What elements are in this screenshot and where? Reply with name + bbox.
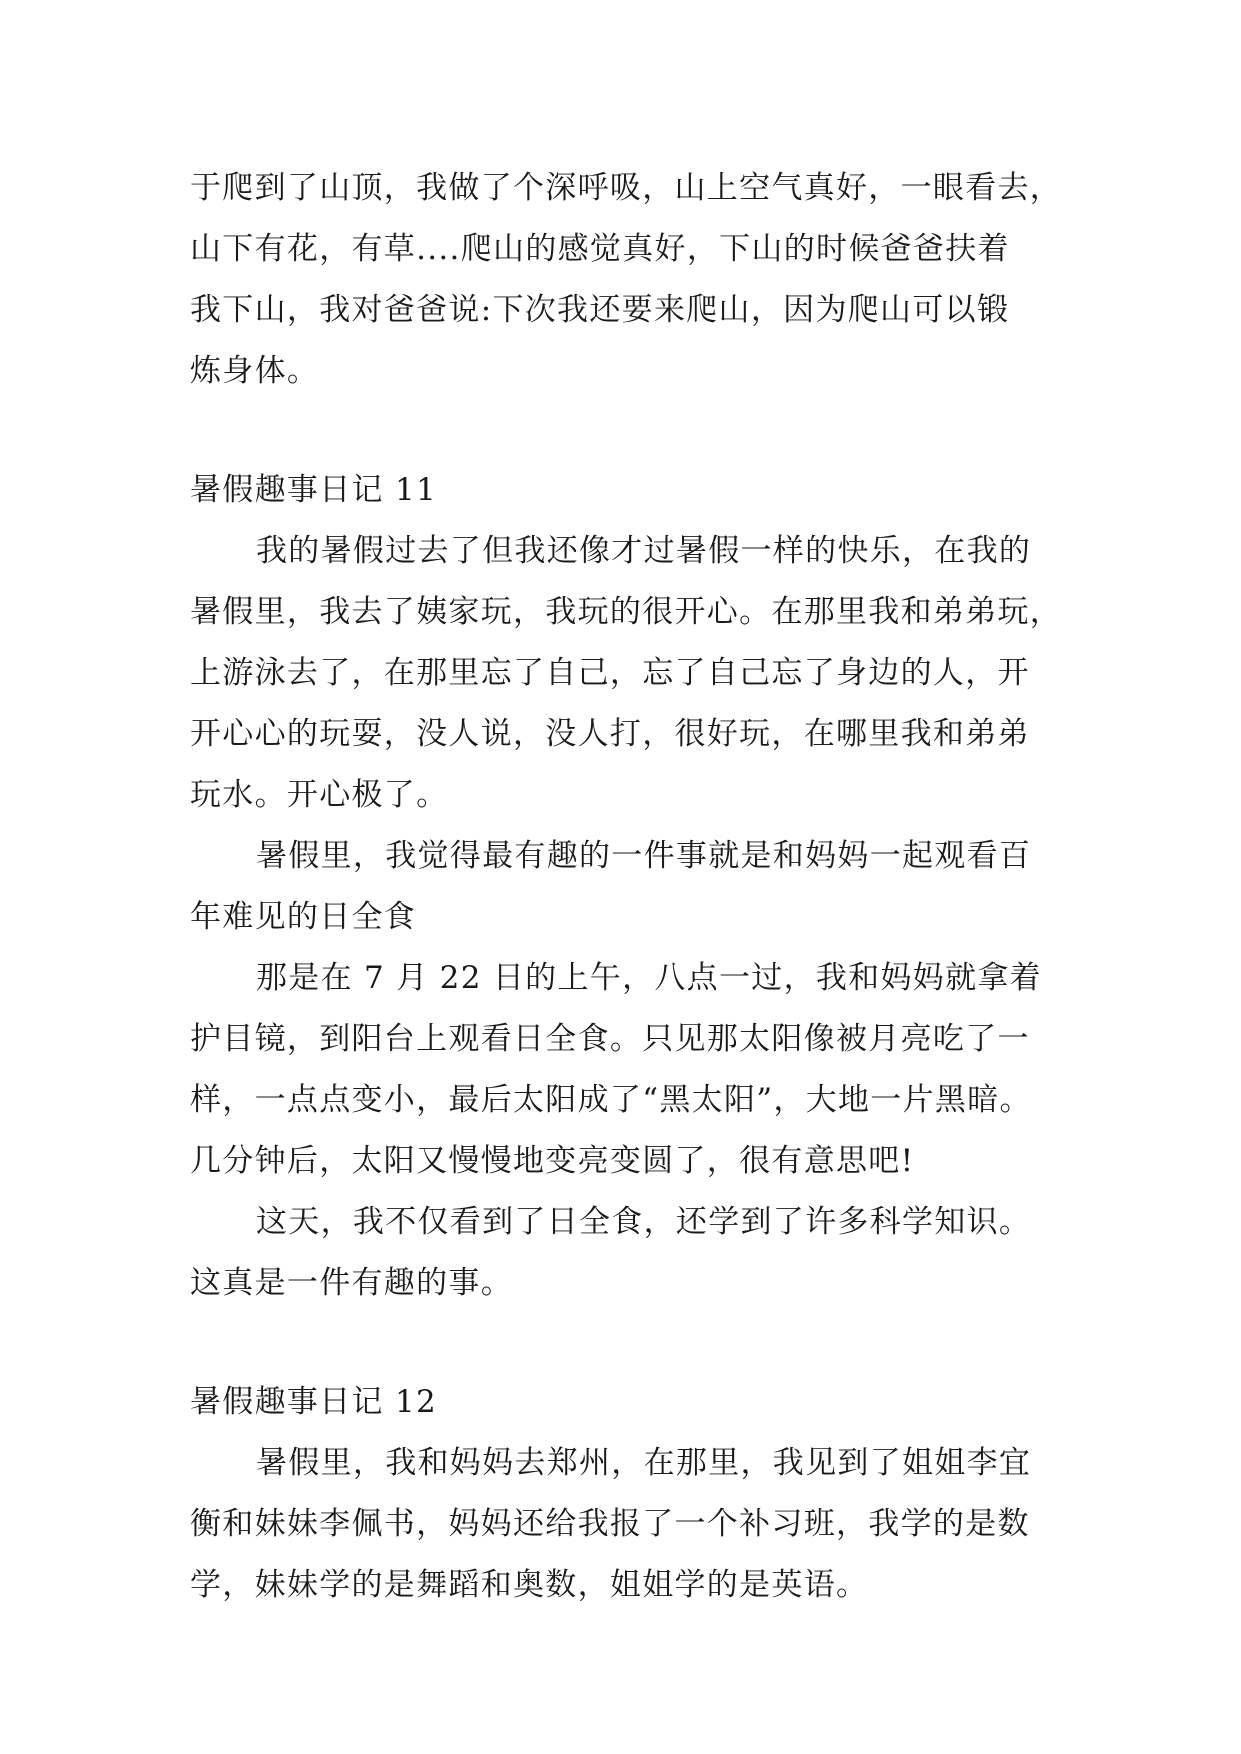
text-line: 开心心的玩耍，没人说，没人打，很好玩，在哪里我和弟弟 xyxy=(190,716,1030,752)
text-line: 这真是一件有趣的事。 xyxy=(190,1265,513,1301)
section-gap xyxy=(190,1314,1070,1372)
text-line: 几分钟后，太阳又慢慢地变亮变圆了，很有意思吧! xyxy=(190,1143,915,1179)
text-line: 我下山，我对爸爸说:下次我还要来爬山，因为爬山可以锻 xyxy=(190,292,1010,328)
text-line: 学，妹妹学的是舞蹈和奥数，姐姐学的是英语。 xyxy=(190,1567,869,1603)
section-11-paragraph-1 xyxy=(190,521,1070,826)
text-line: 衡和妹妹李佩书，妈妈还给我报了一个补习班，我学的是数 xyxy=(190,1506,1030,1542)
section-11-paragraph-2 xyxy=(190,826,1070,948)
section-heading: 暑假趣事日记 12 xyxy=(190,1384,437,1420)
text-line: 玩水。开心极了。 xyxy=(190,777,449,813)
text-line: 于爬到了山顶，我做了个深呼吸，山上空气真好，一眼看去， xyxy=(190,170,1063,206)
section-11-paragraph-3 xyxy=(190,948,1070,1192)
intro-paragraph xyxy=(190,158,1070,402)
section-12 xyxy=(190,1372,1070,1616)
document-body xyxy=(190,158,1070,1616)
section-11-paragraph-4 xyxy=(190,1192,1070,1314)
section-gap xyxy=(190,402,1070,460)
text-line: 这天，我不仅看到了日全食，还学到了许多科学知识。 xyxy=(256,1204,1032,1240)
text-line: 暑假里，我去了姨家玩，我玩的很开心。在那里我和弟弟玩， xyxy=(190,594,1063,630)
text-line: 年难见的日全食 xyxy=(190,899,417,935)
text-line: 山下有花，有草....爬山的感觉真好，下山的时候爸爸扶着 xyxy=(190,231,1010,267)
text-line: 炼身体。 xyxy=(190,353,320,389)
text-line: 我的暑假过去了但我还像才过暑假一样的快乐，在我的 xyxy=(256,533,1032,569)
text-line: 护目镜，到阳台上观看日全食。只见那太阳像被月亮吃了一 xyxy=(190,1021,1030,1057)
text-line: 暑假里，我觉得最有趣的一件事就是和妈妈一起观看百 xyxy=(256,838,1032,874)
text-line: 那是在 7 月 22 日的上午，八点一过，我和妈妈就拿着 xyxy=(256,960,1042,996)
section-12-paragraph-1 xyxy=(190,1433,1070,1616)
text-line: 暑假里，我和妈妈去郑州，在那里，我见到了姐姐李宜 xyxy=(256,1445,1032,1481)
section-heading: 暑假趣事日记 11 xyxy=(190,472,437,508)
text-line: 样，一点点变小，最后太阳成了“黑太阳”，大地一片黑暗。 xyxy=(190,1082,1032,1118)
section-11 xyxy=(190,460,1070,1314)
text-line: 上游泳去了，在那里忘了自己，忘了自己忘了身边的人，开 xyxy=(190,655,1030,691)
